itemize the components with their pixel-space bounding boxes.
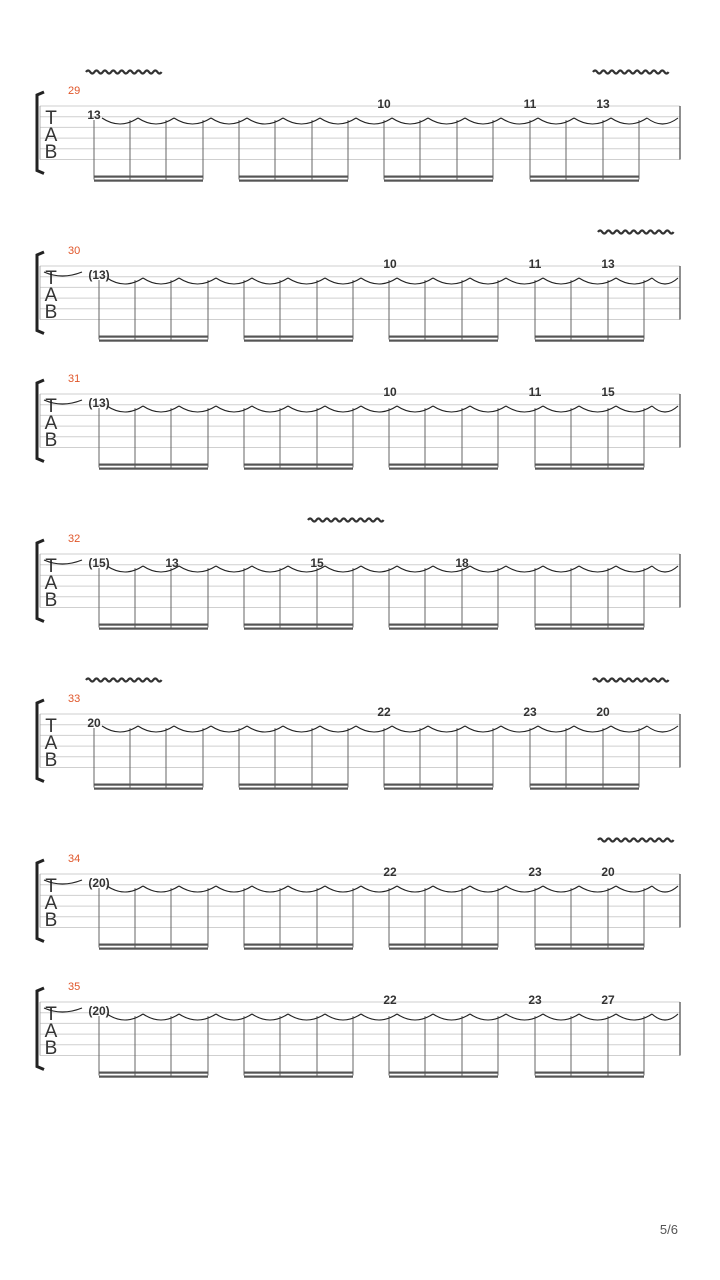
beam — [99, 624, 208, 626]
slur-arc-icon — [143, 886, 179, 892]
slur-arc-icon — [325, 278, 361, 284]
tab-system — [37, 519, 680, 630]
slur-arc-icon — [325, 886, 361, 892]
tab-clef-letter: B — [44, 750, 58, 771]
beam — [244, 340, 353, 342]
tab-clef-letter: T — [45, 108, 57, 129]
beam — [384, 784, 493, 786]
slur-arc-icon — [216, 886, 252, 892]
slur-arc-icon — [574, 118, 611, 124]
slur-arc-icon — [506, 886, 543, 892]
slur-arc-icon — [143, 406, 179, 412]
slur-arc-icon — [543, 406, 579, 412]
tab-system — [37, 231, 680, 342]
fret-number: 27 — [601, 993, 615, 1007]
slur-arc-icon — [433, 886, 470, 892]
slur-arc-icon — [543, 886, 579, 892]
beam — [99, 628, 208, 630]
beam — [384, 176, 493, 178]
tab-clef-letter: T — [45, 716, 57, 737]
staff-bracket-icon — [37, 988, 44, 1070]
fret-number: 20 — [87, 716, 101, 730]
beam — [535, 464, 644, 466]
vibrato-icon — [86, 71, 162, 74]
staff-bracket-icon — [37, 540, 44, 622]
beam — [535, 1072, 644, 1074]
slur-arc-icon — [652, 886, 678, 892]
beam — [99, 948, 208, 950]
slur-arc-icon — [392, 726, 428, 732]
fret-number: 23 — [528, 865, 542, 879]
tab-clef-letter: T — [45, 556, 57, 577]
fret-number: (13) — [88, 396, 110, 410]
beam — [389, 336, 498, 338]
slur-arc-icon — [470, 566, 506, 572]
slur-arc-icon — [252, 406, 288, 412]
fret-number: 13 — [87, 108, 101, 122]
slur-arc-icon — [179, 1014, 216, 1020]
slur-arc-icon — [102, 726, 138, 732]
beam — [389, 340, 498, 342]
slur-arc-icon — [501, 726, 538, 732]
beam — [384, 788, 493, 790]
beam — [239, 788, 348, 790]
beam — [530, 180, 639, 182]
beam — [99, 1072, 208, 1074]
vibrato-icon — [86, 679, 162, 682]
slur-arc-icon — [465, 726, 501, 732]
beam — [244, 624, 353, 626]
slur-arc-icon — [361, 278, 397, 284]
beam — [94, 784, 203, 786]
tab-clef-letter: T — [45, 268, 57, 289]
beam — [389, 948, 498, 950]
slur-arc-icon — [652, 566, 678, 572]
slur-arc-icon — [283, 118, 320, 124]
beam — [389, 1072, 498, 1074]
slur-arc-icon — [107, 1014, 143, 1020]
fret-number: 11 — [528, 385, 542, 399]
fret-number: 13 — [601, 257, 615, 271]
slur-arc-icon — [579, 278, 616, 284]
fret-number: 13 — [165, 556, 179, 570]
slur-arc-icon — [579, 406, 616, 412]
slur-arc-icon — [397, 278, 433, 284]
slur-arc-icon — [356, 726, 392, 732]
measure-number: 30 — [68, 245, 81, 257]
staff-bracket-icon — [37, 380, 44, 462]
slur-arc-icon — [211, 118, 247, 124]
slur-arc-icon — [501, 118, 538, 124]
tab-clef-letter: B — [44, 590, 58, 611]
vibrato-icon — [598, 231, 674, 234]
slur-arc-icon — [216, 566, 252, 572]
fret-number: 11 — [528, 257, 542, 271]
slur-arc-icon — [397, 566, 433, 572]
slur-arc-icon — [543, 1014, 579, 1020]
slur-arc-icon — [616, 406, 652, 412]
tab-clef-letter: B — [44, 302, 58, 323]
slur-arc-icon — [470, 886, 506, 892]
beam — [530, 784, 639, 786]
beam — [239, 176, 348, 178]
slur-arc-icon — [288, 278, 325, 284]
staff-bracket-icon — [37, 700, 44, 782]
fret-number: (20) — [88, 876, 110, 890]
beam — [244, 1076, 353, 1078]
slur-arc-icon — [470, 278, 506, 284]
slur-arc-icon — [288, 886, 325, 892]
tab-clef-letter: B — [44, 142, 58, 163]
slur-arc-icon — [247, 726, 283, 732]
slur-arc-icon — [138, 118, 174, 124]
slur-arc-icon — [611, 726, 647, 732]
beam — [244, 628, 353, 630]
slur-arc-icon — [361, 566, 397, 572]
slur-arc-icon — [428, 118, 465, 124]
fret-number: 10 — [383, 257, 397, 271]
beam — [535, 1076, 644, 1078]
tab-clef-letter: A — [44, 573, 58, 594]
slur-arc-icon — [325, 566, 361, 572]
slur-arc-icon — [320, 118, 356, 124]
slur-arc-icon — [361, 886, 397, 892]
fret-number: 10 — [377, 97, 391, 111]
slur-arc-icon — [428, 726, 465, 732]
slur-arc-icon — [320, 726, 356, 732]
fret-number: 20 — [601, 865, 615, 879]
beam — [535, 340, 644, 342]
slur-arc-icon — [647, 726, 678, 732]
beam — [389, 624, 498, 626]
slur-arc-icon — [397, 1014, 433, 1020]
beam — [99, 336, 208, 338]
tab-clef-letter: B — [44, 430, 58, 451]
measure-number: 32 — [68, 533, 81, 545]
fret-number: 22 — [383, 865, 397, 879]
fret-number: 10 — [383, 385, 397, 399]
beam — [99, 1076, 208, 1078]
measure-number: 35 — [68, 981, 81, 993]
slur-arc-icon — [361, 406, 397, 412]
slur-arc-icon — [325, 1014, 361, 1020]
slur-arc-icon — [397, 406, 433, 412]
slur-arc-icon — [179, 886, 216, 892]
slur-arc-icon — [611, 118, 647, 124]
slur-arc-icon — [538, 118, 574, 124]
slur-arc-icon — [433, 1014, 470, 1020]
beam — [389, 464, 498, 466]
slur-arc-icon — [216, 1014, 252, 1020]
fret-number: 22 — [383, 993, 397, 1007]
slur-arc-icon — [579, 1014, 616, 1020]
beam — [389, 1076, 498, 1078]
beam — [94, 180, 203, 182]
beam — [244, 1072, 353, 1074]
tab-clef-letter: T — [45, 1004, 57, 1025]
tab-clef-letter: A — [44, 893, 58, 914]
tab-clef-letter: A — [44, 285, 58, 306]
slur-arc-icon — [179, 278, 216, 284]
tab-clef-letter: B — [44, 1038, 58, 1059]
slur-arc-icon — [174, 118, 211, 124]
beam — [99, 340, 208, 342]
beam — [239, 180, 348, 182]
beam — [244, 948, 353, 950]
slur-arc-icon — [143, 1014, 179, 1020]
measure-number: 29 — [68, 85, 81, 97]
beam — [94, 176, 203, 178]
fret-number: 20 — [596, 705, 610, 719]
slur-arc-icon — [506, 406, 543, 412]
slur-arc-icon — [616, 1014, 652, 1020]
slur-arc-icon — [616, 278, 652, 284]
slur-arc-icon — [283, 726, 320, 732]
slur-arc-icon — [107, 566, 143, 572]
fret-number: 11 — [523, 97, 537, 111]
beam — [535, 468, 644, 470]
tab-system — [37, 839, 680, 950]
fret-number: (15) — [88, 556, 110, 570]
tab-clef-letter: T — [45, 876, 57, 897]
staff-bracket-icon — [37, 252, 44, 334]
slur-arc-icon — [216, 406, 252, 412]
slur-arc-icon — [397, 886, 433, 892]
beam — [535, 948, 644, 950]
slur-arc-icon — [356, 118, 392, 124]
beam — [389, 468, 498, 470]
beam — [244, 468, 353, 470]
slur-arc-icon — [465, 118, 501, 124]
page-number: 5/6 — [659, 1222, 678, 1237]
slur-arc-icon — [138, 726, 174, 732]
slur-arc-icon — [543, 278, 579, 284]
tab-clef-letter: A — [44, 125, 58, 146]
tab-clef-letter: A — [44, 733, 58, 754]
slur-arc-icon — [179, 406, 216, 412]
slur-arc-icon — [361, 1014, 397, 1020]
tab-system — [37, 373, 680, 470]
slur-arc-icon — [616, 566, 652, 572]
vibrato-icon — [593, 71, 669, 74]
beam — [99, 944, 208, 946]
slur-arc-icon — [252, 566, 288, 572]
slur-arc-icon — [102, 118, 138, 124]
fret-number: 22 — [377, 705, 391, 719]
measure-number: 33 — [68, 693, 81, 705]
slur-arc-icon — [652, 406, 678, 412]
beam — [94, 788, 203, 790]
beam — [99, 464, 208, 466]
measure-number: 31 — [68, 373, 81, 385]
beam — [244, 464, 353, 466]
beam — [535, 628, 644, 630]
slur-arc-icon — [579, 886, 616, 892]
tab-clef-letter: A — [44, 413, 58, 434]
slur-arc-icon — [538, 726, 574, 732]
slur-arc-icon — [616, 886, 652, 892]
beam — [244, 336, 353, 338]
slur-arc-icon — [433, 278, 470, 284]
fret-number: (13) — [88, 268, 110, 282]
beam — [244, 944, 353, 946]
slur-arc-icon — [252, 278, 288, 284]
beam — [535, 336, 644, 338]
slur-arc-icon — [506, 1014, 543, 1020]
slur-arc-icon — [211, 726, 247, 732]
tab-system — [37, 981, 680, 1078]
slur-arc-icon — [288, 1014, 325, 1020]
slur-arc-icon — [506, 566, 543, 572]
slur-arc-icon — [288, 406, 325, 412]
staff-bracket-icon — [37, 860, 44, 942]
slur-arc-icon — [252, 886, 288, 892]
slur-arc-icon — [652, 278, 678, 284]
slur-arc-icon — [107, 278, 143, 284]
slur-arc-icon — [252, 1014, 288, 1020]
tab-clef-letter: B — [44, 910, 58, 931]
slur-arc-icon — [174, 726, 211, 732]
slur-arc-icon — [647, 118, 678, 124]
beam — [535, 624, 644, 626]
fret-number: 23 — [523, 705, 537, 719]
slur-arc-icon — [506, 278, 543, 284]
fret-number: 23 — [528, 993, 542, 1007]
slur-arc-icon — [574, 726, 611, 732]
fret-number: 15 — [601, 385, 615, 399]
beam — [535, 944, 644, 946]
tab-system — [37, 71, 680, 182]
slur-arc-icon — [579, 566, 616, 572]
slur-arc-icon — [652, 1014, 678, 1020]
tab-system — [37, 679, 680, 790]
beam — [389, 628, 498, 630]
slur-arc-icon — [470, 406, 506, 412]
fret-number: 13 — [596, 97, 610, 111]
beam — [239, 784, 348, 786]
slur-arc-icon — [392, 118, 428, 124]
vibrato-icon — [308, 519, 384, 522]
beam — [530, 176, 639, 178]
tab-clef-letter: A — [44, 1021, 58, 1042]
beam — [389, 944, 498, 946]
slur-arc-icon — [107, 406, 143, 412]
slur-arc-icon — [143, 278, 179, 284]
slur-arc-icon — [179, 566, 216, 572]
slur-arc-icon — [543, 566, 579, 572]
staff-bracket-icon — [37, 92, 44, 174]
beam — [384, 180, 493, 182]
slur-arc-icon — [433, 406, 470, 412]
measure-number: 34 — [68, 853, 81, 865]
slur-arc-icon — [470, 1014, 506, 1020]
fret-number: (20) — [88, 1004, 110, 1018]
vibrato-icon — [598, 839, 674, 842]
fret-number: 15 — [310, 556, 324, 570]
vibrato-icon — [593, 679, 669, 682]
beam — [530, 788, 639, 790]
fret-number: 18 — [455, 556, 469, 570]
beam — [99, 468, 208, 470]
tab-clef-letter: T — [45, 396, 57, 417]
slur-arc-icon — [247, 118, 283, 124]
slur-arc-icon — [325, 406, 361, 412]
slur-arc-icon — [107, 886, 143, 892]
slur-arc-icon — [216, 278, 252, 284]
